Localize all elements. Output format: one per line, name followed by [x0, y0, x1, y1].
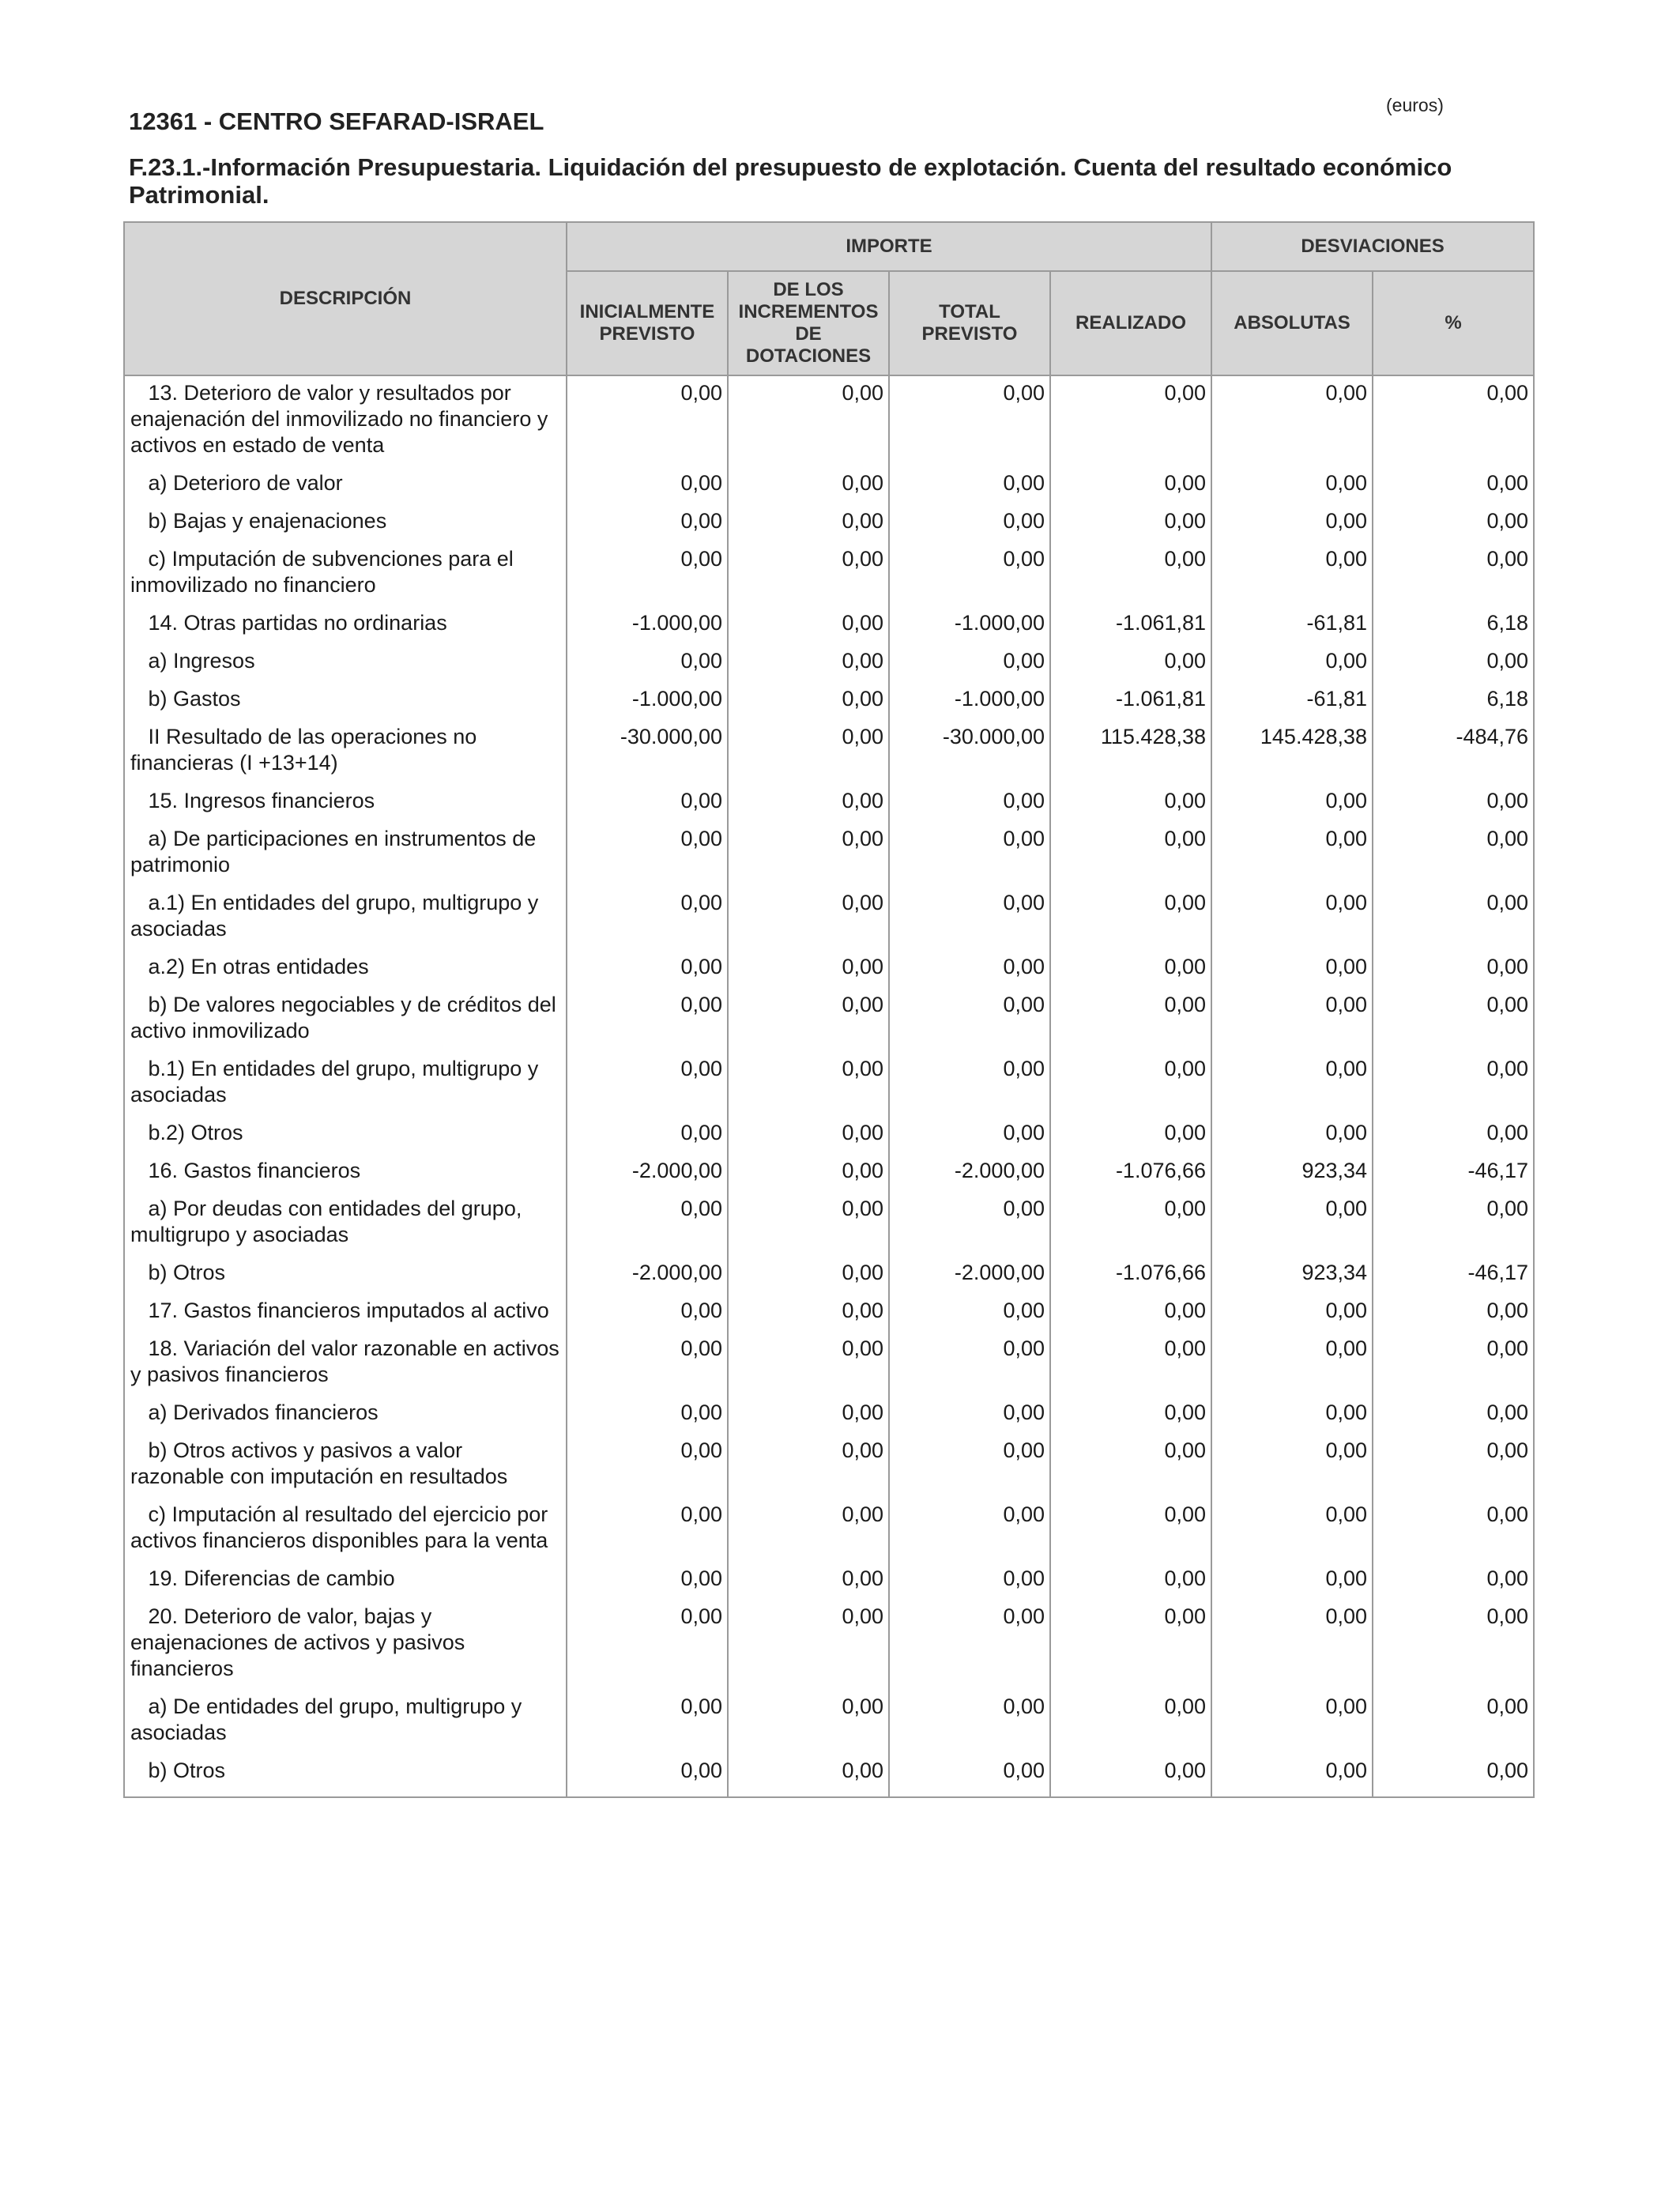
cell-porcentaje: 0,00 [1373, 823, 1534, 887]
cell-realizado: 0,00 [1050, 1397, 1211, 1434]
cell-realizado: 0,00 [1050, 1193, 1211, 1257]
cell-inicialmente-previsto: 0,00 [567, 1117, 728, 1155]
cell-absolutas: 0,00 [1211, 505, 1373, 543]
cell-descripcion: 19. Diferencias de cambio [124, 1563, 567, 1600]
cell-realizado: -1.076,66 [1050, 1257, 1211, 1295]
cell-absolutas: 0,00 [1211, 543, 1373, 607]
table-row [124, 1691, 1534, 1755]
cell-inicialmente-previsto: 0,00 [567, 1193, 728, 1257]
cell-de-los-incrementos: 0,00 [728, 1563, 889, 1600]
cell-de-los-incrementos: 0,00 [728, 467, 889, 505]
cell-realizado: 0,00 [1050, 543, 1211, 607]
table-row [124, 607, 1534, 645]
cell-inicialmente-previsto: 0,00 [567, 1434, 728, 1498]
cell-realizado: -1.061,81 [1050, 607, 1211, 645]
cell-inicialmente-previsto: 0,00 [567, 1053, 728, 1117]
table-row [124, 951, 1534, 989]
cell-absolutas: 0,00 [1211, 1498, 1373, 1563]
table-row [124, 823, 1534, 887]
cell-descripcion: b.1) En entidades del grupo, multigrupo y asociadas [124, 1053, 567, 1117]
cell-total-previsto: 0,00 [889, 989, 1050, 1053]
cell-absolutas: 0,00 [1211, 1755, 1373, 1797]
cell-inicialmente-previsto: 0,00 [567, 645, 728, 683]
table-header [124, 222, 1534, 375]
cell-inicialmente-previsto: 0,00 [567, 505, 728, 543]
cell-descripcion: c) Imputación al resultado del ejercicio por activos financieros disponibles para la venta [124, 1498, 567, 1563]
table-row [124, 1053, 1534, 1117]
cell-absolutas: 0,00 [1211, 1563, 1373, 1600]
table-row [124, 1117, 1534, 1155]
cell-absolutas: 0,00 [1211, 785, 1373, 823]
cell-absolutas: 0,00 [1211, 1691, 1373, 1755]
cell-total-previsto: 0,00 [889, 505, 1050, 543]
cell-realizado: 0,00 [1050, 823, 1211, 887]
cell-descripcion: a) Deterioro de valor [124, 467, 567, 505]
entity-heading: 12361 - CENTRO SEFARAD-ISRAEL [129, 107, 544, 135]
cell-total-previsto: -2.000,00 [889, 1155, 1050, 1193]
cell-porcentaje: 0,00 [1373, 1691, 1534, 1755]
table-row [124, 1155, 1534, 1193]
cell-descripcion: II Resultado de las operaciones no financieras (I +13+14) [124, 721, 567, 785]
table-row [124, 375, 1534, 467]
cell-total-previsto: -1.000,00 [889, 683, 1050, 721]
column-header-total-previsto: TOTAL PREVISTO [889, 271, 1050, 375]
cell-inicialmente-previsto: 0,00 [567, 1600, 728, 1691]
cell-inicialmente-previsto: 0,00 [567, 785, 728, 823]
cell-de-los-incrementos: 0,00 [728, 505, 889, 543]
cell-realizado: 0,00 [1050, 1498, 1211, 1563]
cell-absolutas: 0,00 [1211, 1333, 1373, 1397]
cell-absolutas: 0,00 [1211, 823, 1373, 887]
cell-descripcion: a) De participaciones en instrumentos de patrimonio [124, 823, 567, 887]
cell-absolutas: 0,00 [1211, 1117, 1373, 1155]
cell-realizado: 0,00 [1050, 645, 1211, 683]
column-header-porcentaje: % [1373, 271, 1534, 375]
cell-absolutas: 0,00 [1211, 1053, 1373, 1117]
cell-inicialmente-previsto: -2.000,00 [567, 1155, 728, 1193]
cell-inicialmente-previsto: -1.000,00 [567, 607, 728, 645]
cell-total-previsto: 0,00 [889, 645, 1050, 683]
cell-de-los-incrementos: 0,00 [728, 1600, 889, 1691]
cell-absolutas: 0,00 [1211, 951, 1373, 989]
group-header-desviaciones: DESVIACIONES [1211, 222, 1534, 271]
cell-inicialmente-previsto: 0,00 [567, 989, 728, 1053]
cell-inicialmente-previsto: 0,00 [567, 1691, 728, 1755]
cell-de-los-incrementos: 0,00 [728, 1117, 889, 1155]
cell-descripcion: b) Gastos [124, 683, 567, 721]
cell-inicialmente-previsto: 0,00 [567, 1755, 728, 1797]
cell-absolutas: -61,81 [1211, 607, 1373, 645]
cell-total-previsto: 0,00 [889, 951, 1050, 989]
table-row [124, 467, 1534, 505]
cell-inicialmente-previsto: 0,00 [567, 375, 728, 467]
cell-de-los-incrementos: 0,00 [728, 1333, 889, 1397]
cell-realizado: 115.428,38 [1050, 721, 1211, 785]
cell-de-los-incrementos: 0,00 [728, 543, 889, 607]
cell-total-previsto: 0,00 [889, 1053, 1050, 1117]
cell-realizado: -1.061,81 [1050, 683, 1211, 721]
cell-total-previsto: 0,00 [889, 375, 1050, 467]
table-row [124, 1563, 1534, 1600]
cell-inicialmente-previsto: 0,00 [567, 1295, 728, 1333]
cell-realizado: 0,00 [1050, 1691, 1211, 1755]
cell-de-los-incrementos: 0,00 [728, 375, 889, 467]
table-row [124, 505, 1534, 543]
cell-descripcion: b) Otros [124, 1257, 567, 1295]
cell-porcentaje: 0,00 [1373, 785, 1534, 823]
cell-absolutas: -61,81 [1211, 683, 1373, 721]
cell-total-previsto: 0,00 [889, 1563, 1050, 1600]
cell-porcentaje: 0,00 [1373, 1117, 1534, 1155]
cell-total-previsto: 0,00 [889, 1333, 1050, 1397]
cell-realizado: 0,00 [1050, 1333, 1211, 1397]
table-row [124, 785, 1534, 823]
cell-de-los-incrementos: 0,00 [728, 1295, 889, 1333]
cell-de-los-incrementos: 0,00 [728, 951, 889, 989]
cell-descripcion: b) Bajas y enajenaciones [124, 505, 567, 543]
cell-total-previsto: 0,00 [889, 1434, 1050, 1498]
cell-inicialmente-previsto: -2.000,00 [567, 1257, 728, 1295]
cell-total-previsto: 0,00 [889, 467, 1050, 505]
cell-porcentaje: 0,00 [1373, 887, 1534, 951]
cell-total-previsto: 0,00 [889, 1691, 1050, 1755]
cell-porcentaje: 6,18 [1373, 683, 1534, 721]
table-body [124, 375, 1534, 1797]
cell-porcentaje: 0,00 [1373, 467, 1534, 505]
page-title: F.23.1.-Información Presupuestaria. Liquidación del presupuesto de explotación. Cuenta del resultado económico Patrimonial. [129, 153, 1452, 209]
table-row [124, 683, 1534, 721]
table-row [124, 721, 1534, 785]
group-header-importe: IMPORTE [567, 222, 1211, 271]
table-row [124, 1295, 1534, 1333]
cell-porcentaje: 0,00 [1373, 1600, 1534, 1691]
cell-absolutas: 0,00 [1211, 375, 1373, 467]
cell-descripcion: b) Otros activos y pasivos a valor razonable con imputación en resultados [124, 1434, 567, 1498]
cell-de-los-incrementos: 0,00 [728, 1434, 889, 1498]
cell-total-previsto: 0,00 [889, 1397, 1050, 1434]
cell-descripcion: 13. Deterioro de valor y resultados por enajenación del inmovilizado no financiero y activos en estado de venta [124, 375, 567, 467]
cell-descripcion: 18. Variación del valor razonable en activos y pasivos financieros [124, 1333, 567, 1397]
cell-total-previsto: -30.000,00 [889, 721, 1050, 785]
cell-porcentaje: 0,00 [1373, 1563, 1534, 1600]
table-row [124, 1333, 1534, 1397]
cell-absolutas: 0,00 [1211, 1193, 1373, 1257]
cell-total-previsto: 0,00 [889, 1117, 1050, 1155]
cell-total-previsto: 0,00 [889, 785, 1050, 823]
cell-inicialmente-previsto: 0,00 [567, 951, 728, 989]
cell-total-previsto: -1.000,00 [889, 607, 1050, 645]
cell-de-los-incrementos: 0,00 [728, 785, 889, 823]
cell-descripcion: a) Por deudas con entidades del grupo, multigrupo y asociadas [124, 1193, 567, 1257]
cell-porcentaje: 6,18 [1373, 607, 1534, 645]
cell-porcentaje: -46,17 [1373, 1257, 1534, 1295]
cell-descripcion: 14. Otras partidas no ordinarias [124, 607, 567, 645]
budget-table [123, 221, 1535, 1798]
cell-porcentaje: 0,00 [1373, 1193, 1534, 1257]
cell-total-previsto: 0,00 [889, 1193, 1050, 1257]
column-header-absolutas: ABSOLUTAS [1211, 271, 1373, 375]
cell-de-los-incrementos: 0,00 [728, 1257, 889, 1295]
cell-porcentaje: 0,00 [1373, 1053, 1534, 1117]
table-row [124, 1397, 1534, 1434]
cell-descripcion: b) De valores negociables y de créditos del activo inmovilizado [124, 989, 567, 1053]
cell-porcentaje: 0,00 [1373, 989, 1534, 1053]
table-row [124, 1498, 1534, 1563]
cell-total-previsto: 0,00 [889, 1755, 1050, 1797]
cell-total-previsto: 0,00 [889, 823, 1050, 887]
cell-de-los-incrementos: 0,00 [728, 887, 889, 951]
cell-descripcion: 20. Deterioro de valor, bajas y enajenaciones de activos y pasivos financieros [124, 1600, 567, 1691]
cell-absolutas: 923,34 [1211, 1257, 1373, 1295]
cell-absolutas: 0,00 [1211, 989, 1373, 1053]
cell-descripcion: 15. Ingresos financieros [124, 785, 567, 823]
cell-total-previsto: 0,00 [889, 543, 1050, 607]
cell-realizado: 0,00 [1050, 951, 1211, 989]
cell-de-los-incrementos: 0,00 [728, 607, 889, 645]
cell-de-los-incrementos: 0,00 [728, 1193, 889, 1257]
cell-absolutas: 923,34 [1211, 1155, 1373, 1193]
cell-porcentaje: 0,00 [1373, 505, 1534, 543]
cell-realizado: 0,00 [1050, 1755, 1211, 1797]
cell-absolutas: 0,00 [1211, 1397, 1373, 1434]
column-header-de-los-incrementos: DE LOS INCREMENTOS DE DOTACIONES [728, 271, 889, 375]
cell-realizado: 0,00 [1050, 375, 1211, 467]
cell-inicialmente-previsto: 0,00 [567, 887, 728, 951]
cell-realizado: 0,00 [1050, 1563, 1211, 1600]
cell-absolutas: 0,00 [1211, 1600, 1373, 1691]
cell-realizado: 0,00 [1050, 505, 1211, 543]
cell-realizado: 0,00 [1050, 1053, 1211, 1117]
cell-realizado: 0,00 [1050, 1434, 1211, 1498]
cell-de-los-incrementos: 0,00 [728, 1498, 889, 1563]
cell-inicialmente-previsto: -30.000,00 [567, 721, 728, 785]
cell-absolutas: 0,00 [1211, 467, 1373, 505]
cell-porcentaje: 0,00 [1373, 375, 1534, 467]
cell-descripcion: a.2) En otras entidades [124, 951, 567, 989]
cell-total-previsto: 0,00 [889, 1498, 1050, 1563]
cell-descripcion: a) Ingresos [124, 645, 567, 683]
column-header-inicialmente-previsto: INICIALMENTE PREVISTO [567, 271, 728, 375]
cell-absolutas: 0,00 [1211, 1295, 1373, 1333]
cell-porcentaje: 0,00 [1373, 645, 1534, 683]
cell-inicialmente-previsto: -1.000,00 [567, 683, 728, 721]
cell-porcentaje: 0,00 [1373, 1333, 1534, 1397]
cell-realizado: 0,00 [1050, 887, 1211, 951]
cell-porcentaje: -484,76 [1373, 721, 1534, 785]
cell-inicialmente-previsto: 0,00 [567, 543, 728, 607]
cell-realizado: 0,00 [1050, 467, 1211, 505]
cell-descripcion: 16. Gastos financieros [124, 1155, 567, 1193]
cell-descripcion: a) De entidades del grupo, multigrupo y asociadas [124, 1691, 567, 1755]
table-row [124, 1434, 1534, 1498]
cell-porcentaje: -46,17 [1373, 1155, 1534, 1193]
cell-porcentaje: 0,00 [1373, 1498, 1534, 1563]
cell-realizado: 0,00 [1050, 1295, 1211, 1333]
cell-porcentaje: 0,00 [1373, 1397, 1534, 1434]
table-row [124, 543, 1534, 607]
cell-descripcion: a.1) En entidades del grupo, multigrupo y asociadas [124, 887, 567, 951]
cell-descripcion: a) Derivados financieros [124, 1397, 567, 1434]
column-header-realizado: REALIZADO [1050, 271, 1211, 375]
cell-absolutas: 145.428,38 [1211, 721, 1373, 785]
cell-absolutas: 0,00 [1211, 1434, 1373, 1498]
cell-de-los-incrementos: 0,00 [728, 1397, 889, 1434]
cell-inicialmente-previsto: 0,00 [567, 1498, 728, 1563]
cell-realizado: -1.076,66 [1050, 1155, 1211, 1193]
cell-porcentaje: 0,00 [1373, 1434, 1534, 1498]
cell-inicialmente-previsto: 0,00 [567, 823, 728, 887]
cell-realizado: 0,00 [1050, 1600, 1211, 1691]
column-header-descripcion: DESCRIPCIÓN [124, 222, 567, 375]
cell-de-los-incrementos: 0,00 [728, 1053, 889, 1117]
cell-descripcion: b.2) Otros [124, 1117, 567, 1155]
cell-inicialmente-previsto: 0,00 [567, 1397, 728, 1434]
cell-descripcion: 17. Gastos financieros imputados al activo [124, 1295, 567, 1333]
cell-total-previsto: 0,00 [889, 887, 1050, 951]
table-row [124, 1257, 1534, 1295]
cell-total-previsto: 0,00 [889, 1295, 1050, 1333]
table-row [124, 1193, 1534, 1257]
table-row [124, 1600, 1534, 1691]
cell-de-los-incrementos: 0,00 [728, 1155, 889, 1193]
cell-de-los-incrementos: 0,00 [728, 823, 889, 887]
cell-absolutas: 0,00 [1211, 887, 1373, 951]
cell-realizado: 0,00 [1050, 785, 1211, 823]
cell-porcentaje: 0,00 [1373, 543, 1534, 607]
cell-inicialmente-previsto: 0,00 [567, 1333, 728, 1397]
cell-descripcion: b) Otros [124, 1755, 567, 1797]
cell-porcentaje: 0,00 [1373, 1295, 1534, 1333]
cell-de-los-incrementos: 0,00 [728, 721, 889, 785]
cell-de-los-incrementos: 0,00 [728, 989, 889, 1053]
cell-de-los-incrementos: 0,00 [728, 1691, 889, 1755]
cell-de-los-incrementos: 0,00 [728, 645, 889, 683]
cell-absolutas: 0,00 [1211, 645, 1373, 683]
cell-descripcion: c) Imputación de subvenciones para el inmovilizado no financiero [124, 543, 567, 607]
table-row [124, 1755, 1534, 1797]
cell-total-previsto: -2.000,00 [889, 1257, 1050, 1295]
cell-porcentaje: 0,00 [1373, 951, 1534, 989]
cell-inicialmente-previsto: 0,00 [567, 467, 728, 505]
cell-porcentaje: 0,00 [1373, 1755, 1534, 1797]
cell-total-previsto: 0,00 [889, 1600, 1050, 1691]
units-label: (euros) [1386, 95, 1444, 115]
cell-inicialmente-previsto: 0,00 [567, 1563, 728, 1600]
cell-de-los-incrementos: 0,00 [728, 1755, 889, 1797]
table-row [124, 645, 1534, 683]
table-row [124, 989, 1534, 1053]
cell-de-los-incrementos: 0,00 [728, 683, 889, 721]
cell-realizado: 0,00 [1050, 989, 1211, 1053]
table-row [124, 887, 1534, 951]
cell-realizado: 0,00 [1050, 1117, 1211, 1155]
